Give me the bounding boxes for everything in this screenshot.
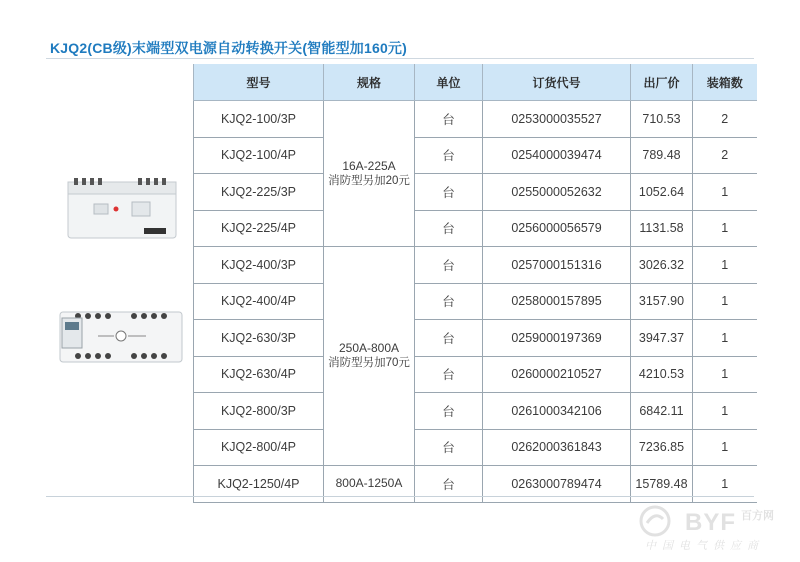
table-row	[194, 247, 757, 284]
unit-cell: 台	[415, 356, 483, 393]
model-cell: KJQ2-225/3P	[194, 174, 324, 211]
header-spec: 规格	[324, 64, 415, 101]
code-cell: 0260000210527	[483, 356, 631, 393]
price-cell: 6842.11	[631, 393, 693, 430]
qty-cell: 1	[693, 356, 757, 393]
table-row	[194, 210, 757, 247]
unit-cell: 台	[415, 137, 483, 174]
unit-cell: 台	[415, 429, 483, 466]
price-cell: 3026.32	[631, 247, 693, 284]
model-cell: KJQ2-225/4P	[194, 210, 324, 247]
qty-cell: 1	[693, 429, 757, 466]
code-cell: 0259000197369	[483, 320, 631, 357]
header-model: 型号	[194, 64, 324, 101]
code-cell: 0263000789474	[483, 466, 631, 503]
price-cell: 4210.53	[631, 356, 693, 393]
spec-group-cell	[324, 247, 415, 466]
table-row	[194, 429, 757, 466]
price-cell: 3947.37	[631, 320, 693, 357]
qty-cell: 1	[693, 466, 757, 503]
table-header-row	[194, 64, 757, 101]
model-cell: KJQ2-100/4P	[194, 137, 324, 174]
price-cell: 7236.85	[631, 429, 693, 466]
model-cell: KJQ2-800/4P	[194, 429, 324, 466]
price-cell: 1052.64	[631, 174, 693, 211]
model-cell: KJQ2-630/3P	[194, 320, 324, 357]
model-cell: KJQ2-800/3P	[194, 393, 324, 430]
spec-range: 250A-800A	[338, 341, 400, 355]
qty-cell: 1	[693, 210, 757, 247]
header-price: 出厂价	[631, 64, 693, 101]
qty-cell: 2	[693, 101, 757, 138]
qty-cell: 1	[693, 174, 757, 211]
unit-cell: 台	[415, 320, 483, 357]
code-cell: 0254000039474	[483, 137, 631, 174]
header-pack-qty: 装箱数	[693, 64, 757, 101]
price-cell: 710.53	[631, 101, 693, 138]
spec-note: 消防型另加70元	[328, 357, 410, 369]
qty-cell: 1	[693, 393, 757, 430]
table-row	[194, 174, 757, 211]
model-cell: KJQ2-400/4P	[194, 283, 324, 320]
bottom-divider	[46, 496, 754, 497]
unit-cell: 台	[415, 466, 483, 503]
price-cell: 1131.58	[631, 210, 693, 247]
watermark-subtitle: 中国电气供应商	[645, 540, 764, 552]
title-divider	[46, 58, 754, 59]
table-row	[194, 356, 757, 393]
unit-cell: 台	[415, 283, 483, 320]
price-cell: 789.48	[631, 137, 693, 174]
model-cell: KJQ2-1250/4P	[194, 466, 324, 503]
unit-cell: 台	[415, 101, 483, 138]
table-row	[194, 320, 757, 357]
table-row	[194, 137, 757, 174]
product-image-large-switch	[58, 306, 184, 366]
watermark-brand-cn: 百方网	[741, 510, 774, 522]
product-image-small-switch	[66, 176, 178, 240]
page-title: KJQ2(CB级)末端型双电源自动转换开关(智能型加160元)	[50, 40, 407, 56]
code-cell: 0256000056579	[483, 210, 631, 247]
code-cell: 0261000342106	[483, 393, 631, 430]
code-cell: 0258000157895	[483, 283, 631, 320]
unit-cell: 台	[415, 174, 483, 211]
code-cell: 0262000361843	[483, 429, 631, 466]
code-cell: 0257000151316	[483, 247, 631, 284]
table-row	[194, 393, 757, 430]
qty-cell: 1	[693, 247, 757, 284]
price-cell: 3157.90	[631, 283, 693, 320]
model-cell: KJQ2-100/3P	[194, 101, 324, 138]
qty-cell: 2	[693, 137, 757, 174]
code-cell: 0255000052632	[483, 174, 631, 211]
header-order-code: 订货代号	[483, 64, 631, 101]
qty-cell: 1	[693, 283, 757, 320]
spec-note: 消防型另加20元	[328, 174, 410, 187]
byf-logo-icon	[633, 505, 681, 537]
table-row	[194, 101, 757, 138]
model-cell: KJQ2-630/4P	[194, 356, 324, 393]
qty-cell: 1	[693, 320, 757, 357]
price-cell: 15789.48	[631, 466, 693, 503]
unit-cell: 台	[415, 247, 483, 284]
table-row	[194, 283, 757, 320]
watermark-brand: BYF	[685, 509, 736, 536]
header-unit: 单位	[415, 64, 483, 101]
watermark	[633, 505, 793, 557]
spec-range: 16A-225A	[342, 158, 396, 173]
model-cell: KJQ2-400/3P	[194, 247, 324, 284]
unit-cell: 台	[415, 393, 483, 430]
spec-group-cell	[324, 101, 415, 247]
price-table	[193, 64, 757, 503]
unit-cell: 台	[415, 210, 483, 247]
spec-range: 800A-1250A	[335, 476, 403, 491]
code-cell: 0253000035527	[483, 101, 631, 138]
